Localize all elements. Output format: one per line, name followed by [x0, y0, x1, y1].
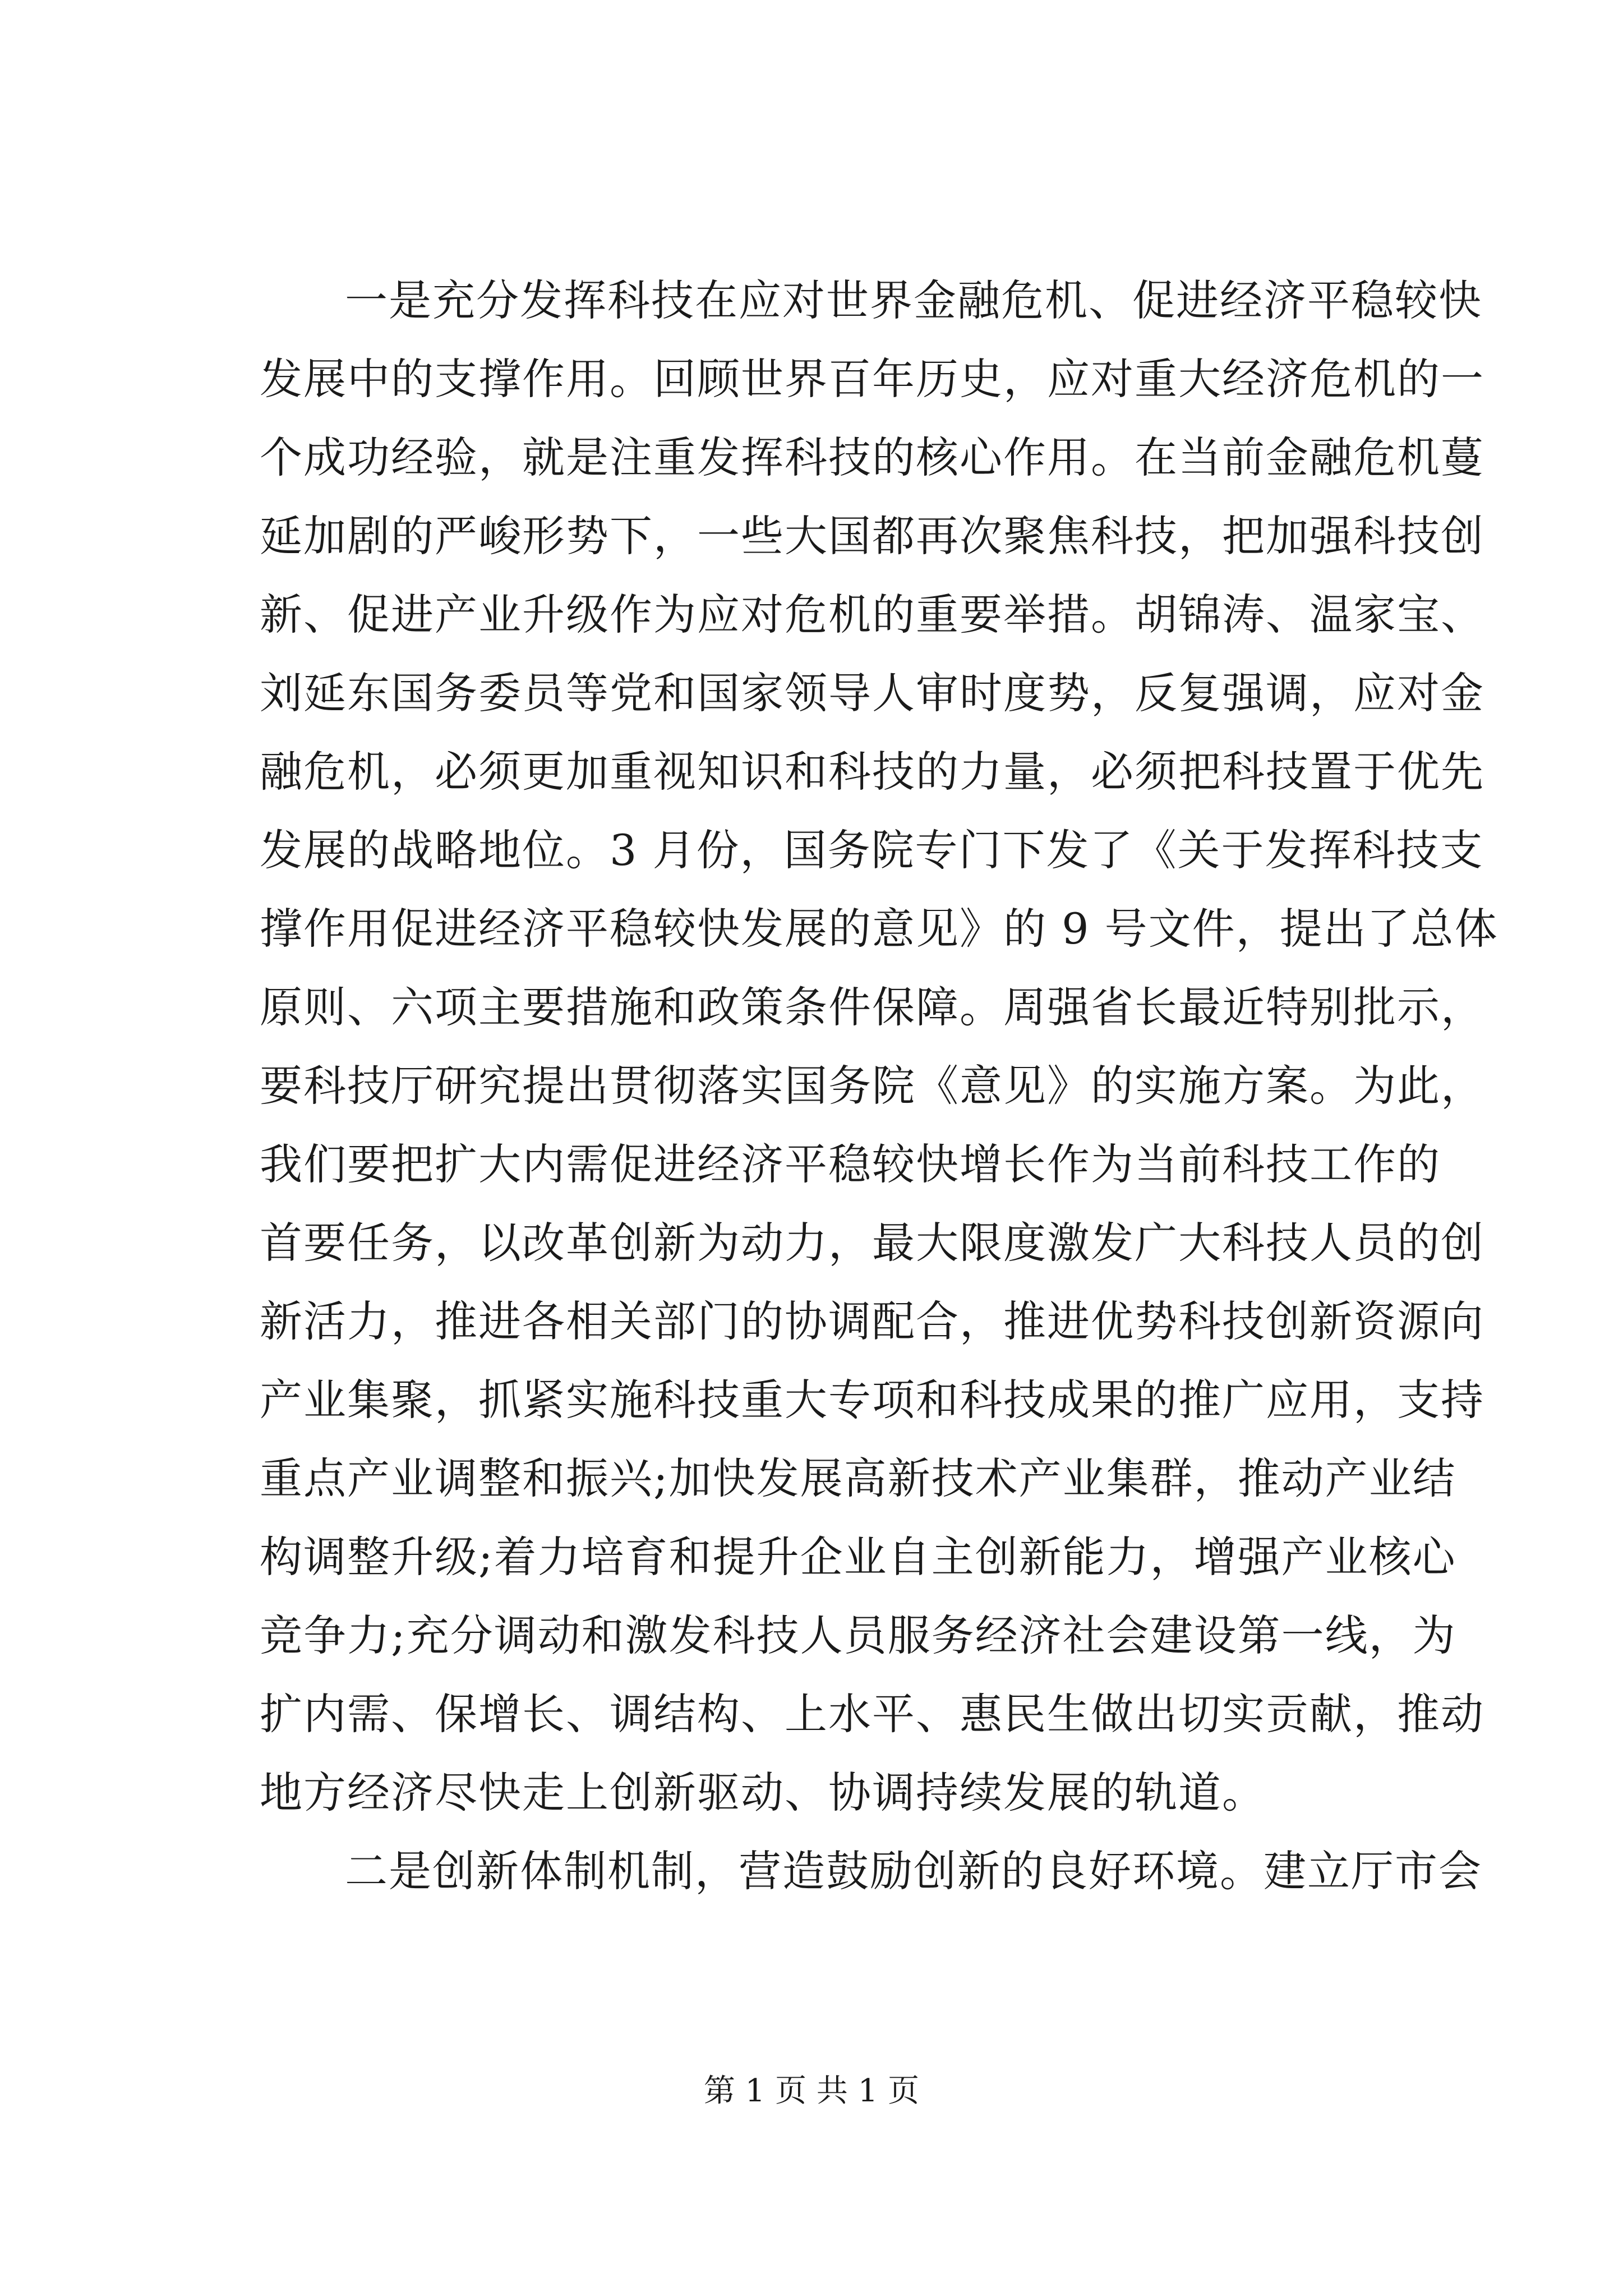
paragraph-1-line-18: 竞争力;充分调动和激发科技人员服务经济社会建设第一线，为	[260, 1611, 1456, 1660]
paragraph-1-line-14: 新活力，推进各相关部门的协调配合，推进优势科技创新资源向	[260, 1296, 1484, 1346]
paragraph-1-line-5: 新、促进产业升级作为应对危机的重要举措。胡锦涛、温家宝、	[260, 590, 1484, 639]
paragraph-1-line-2: 发展中的支撑作用。回顾世界百年历史，应对重大经济危机的一	[260, 354, 1484, 404]
paragraph-1-line-10: 原则、六项主要措施和政策条件保障。周强省长最近特别批示，	[260, 982, 1484, 1032]
paragraph-1-line-20: 地方经济尽快走上创新驱动、协调持续发展的轨道。	[260, 1768, 1266, 1818]
paragraph-1-line-12: 我们要把扩大内需促进经济平稳较快增长作为当前科技工作的	[260, 1139, 1441, 1189]
paragraph-1-line-16: 重点产业调整和振兴;加快发展高新技术产业集群，推动产业结	[260, 1453, 1456, 1503]
body-text	[260, 261, 1498, 1911]
page-footer: 第 1 页 共 1 页	[703, 2073, 920, 2109]
paragraph-1-line-1: 一是充分发挥科技在应对世界金融危机、促进经济平稳较快	[345, 275, 1482, 325]
paragraph-1-line-6: 刘延东国务委员等党和国家领导人审时度势，反复强调，应对金	[260, 668, 1484, 718]
paragraph-1-line-9: 撑作用促进经济平稳较快发展的意见》的 9 号文件，提出了总体	[260, 904, 1498, 954]
paragraph-1-line-7: 融危机，必须更加重视知识和科技的力量，必须把科技置于优先	[260, 747, 1484, 797]
paragraph-1-line-17: 构调整升级;着力培育和提升企业自主创新能力，增强产业核心	[260, 1532, 1456, 1582]
paragraph-1-line-13: 首要任务，以改革创新为动力，最大限度激发广大科技人员的创	[260, 1218, 1484, 1268]
paragraph-1-line-8: 发展的战略地位。3 月份，国务院专门下发了《关于发挥科技支	[260, 825, 1484, 875]
paragraph-1-line-15: 产业集聚，抓紧实施科技重大专项和科技成果的推广应用，支持	[260, 1375, 1484, 1425]
paragraph-1-line-19: 扩内需、保增长、调结构、上水平、惠民生做出切实贡献，推动	[260, 1689, 1484, 1739]
paragraph-1-line-4: 延加剧的严峻形势下，一些大国都再次聚焦科技，把加强科技创	[260, 511, 1484, 561]
paragraph-2-line-1: 二是创新体制机制，营造鼓励创新的良好环境。建立厅市会	[345, 1846, 1482, 1896]
paragraph-1-line-11: 要科技厅研究提出贯彻落实国务院《意见》的实施方案。为此，	[260, 1061, 1484, 1111]
paragraph-1-line-3: 个成功经验，就是注重发挥科技的核心作用。在当前金融危机蔓	[260, 432, 1484, 482]
